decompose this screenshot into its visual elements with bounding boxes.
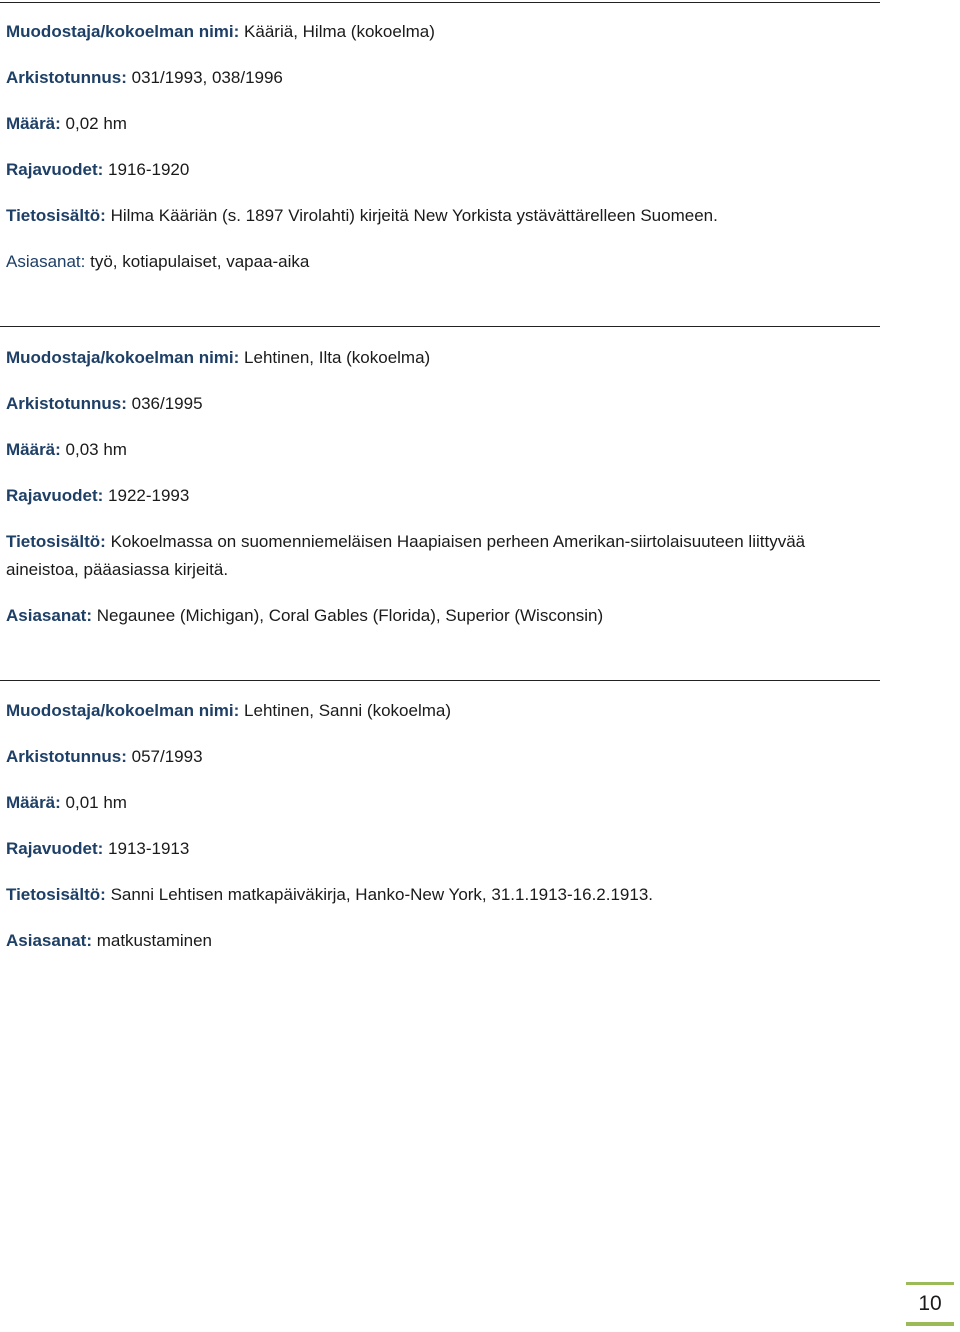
field-value: 0,02 hm xyxy=(65,114,127,133)
field-archive-id xyxy=(6,390,876,418)
field-label: Muodostaja/kokoelman nimi: xyxy=(6,22,240,41)
page-number: 10 xyxy=(906,1282,954,1326)
field-value: Kokoelmassa on suomenniemeläisen Haapiaisen perheen Amerikan-siirtolaisuuteen liittyvää aineistoa, pääasiassa kirjeitä. xyxy=(6,532,806,579)
field-keywords xyxy=(6,248,876,276)
field-label: Asiasanat: xyxy=(6,252,86,271)
field-value: Hilma Kääriän (s. 1897 Virolahti) kirjeitä New Yorkista ystävättärelleen Suomeen. xyxy=(110,206,718,225)
field-content xyxy=(6,528,876,584)
field-label: Arkistotunnus: xyxy=(6,747,127,766)
field-value: 0,01 hm xyxy=(65,793,127,812)
field-label: Tietosisältö: xyxy=(6,206,106,225)
field-years xyxy=(6,156,876,184)
field-label: Määrä: xyxy=(6,793,61,812)
field-value: 1916-1920 xyxy=(108,160,190,179)
field-label: Tietosisältö: xyxy=(6,532,106,551)
field-value: 0,03 hm xyxy=(65,440,127,459)
field-archive-id xyxy=(6,64,876,92)
field-value: Kääriä, Hilma (kokoelma) xyxy=(244,22,435,41)
field-years xyxy=(6,835,876,863)
field-label: Rajavuodet: xyxy=(6,839,104,858)
field-keywords xyxy=(6,927,876,955)
field-years xyxy=(6,482,876,510)
field-name xyxy=(6,697,876,725)
record-divider xyxy=(0,680,880,681)
field-value: Negaunee (Michigan), Coral Gables (Florida), Superior (Wisconsin) xyxy=(96,606,604,625)
field-label: Määrä: xyxy=(6,114,61,133)
field-label: Määrä: xyxy=(6,440,61,459)
field-label: Arkistotunnus: xyxy=(6,68,127,87)
field-value: 057/1993 xyxy=(131,747,203,766)
field-amount xyxy=(6,436,876,464)
record-divider xyxy=(0,2,880,3)
field-value: 031/1993, 038/1996 xyxy=(131,68,283,87)
field-label: Muodostaja/kokoelman nimi: xyxy=(6,348,240,367)
field-content xyxy=(6,881,876,909)
field-label: Tietosisältö: xyxy=(6,885,106,904)
field-value: Lehtinen, Ilta (kokoelma) xyxy=(244,348,431,367)
field-value: matkustaminen xyxy=(96,931,212,950)
field-label: Asiasanat: xyxy=(6,931,92,950)
field-amount xyxy=(6,110,876,138)
field-value: 1913-1913 xyxy=(108,839,190,858)
field-label: Rajavuodet: xyxy=(6,486,104,505)
field-label: Asiasanat: xyxy=(6,606,92,625)
field-value: Lehtinen, Sanni (kokoelma) xyxy=(244,701,452,720)
field-value: 1922-1993 xyxy=(108,486,190,505)
field-keywords xyxy=(6,602,876,630)
field-label: Rajavuodet: xyxy=(6,160,104,179)
field-value: 036/1995 xyxy=(131,394,203,413)
field-name xyxy=(6,18,876,46)
field-label: Muodostaja/kokoelman nimi: xyxy=(6,701,240,720)
field-label: Arkistotunnus: xyxy=(6,394,127,413)
record-divider xyxy=(0,326,880,327)
field-name xyxy=(6,344,876,372)
field-archive-id xyxy=(6,743,876,771)
field-amount xyxy=(6,789,876,817)
field-value: Sanni Lehtisen matkapäiväkirja, Hanko-New York, 31.1.1913-16.2.1913. xyxy=(110,885,654,904)
field-content xyxy=(6,202,876,230)
field-value: työ, kotiapulaiset, vapaa-aika xyxy=(90,252,310,271)
